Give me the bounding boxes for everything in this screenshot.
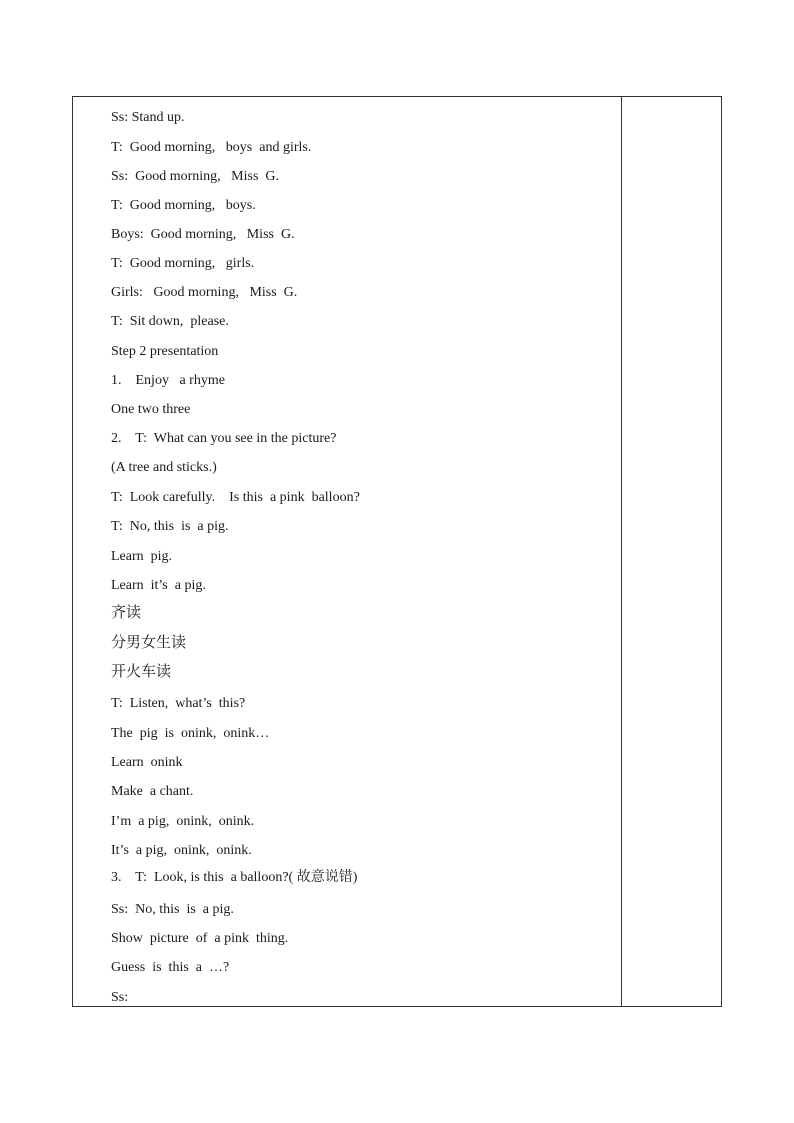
lesson-plan-table	[72, 96, 722, 1007]
text-line: Guess is this a …?	[111, 960, 230, 975]
text-line: Learn onink	[111, 755, 183, 770]
text-line: Show picture of a pink thing.	[111, 931, 289, 946]
text-line: 3. T: Look, is this a balloon?( 故意说错)	[111, 870, 358, 885]
text-line: One two three	[111, 402, 191, 417]
text-line: The pig is onink, onink…	[111, 726, 270, 741]
text-line: Ss: No, this is a pig.	[111, 902, 234, 917]
text-line: 齐读	[111, 603, 142, 621]
text-line: 2. T: What can you see in the picture?	[111, 431, 337, 446]
text-line: Ss: Good morning, Miss G.	[111, 169, 280, 184]
text-line: Learn it’s a pig.	[111, 578, 206, 593]
text-line: 1. Enjoy a rhyme	[111, 373, 225, 388]
text-line: I’m a pig, onink, onink.	[111, 814, 255, 829]
text-line: (A tree and sticks.)	[111, 460, 217, 475]
text-line: Step 2 presentation	[111, 344, 219, 359]
column-divider	[621, 97, 622, 1006]
text-line: Learn pig.	[111, 549, 173, 564]
text-line: T: No, this is a pig.	[111, 519, 229, 534]
text-line: It’s a pig, onink, onink.	[111, 843, 252, 858]
text-line: Ss: Stand up.	[111, 110, 185, 125]
text-line: T: Good morning, boys.	[111, 198, 256, 213]
text-line: 开火车读	[111, 662, 172, 680]
text-line: Make a chant.	[111, 784, 194, 799]
text-line: Boys: Good morning, Miss G.	[111, 227, 295, 242]
text-line: 分男女生读	[111, 633, 187, 651]
text-line: T: Listen, what’s this?	[111, 696, 246, 711]
text-line: T: Good morning, girls.	[111, 256, 255, 271]
text-line: T: Sit down, please.	[111, 314, 229, 329]
text-line: T: Look carefully. Is this a pink balloon?	[111, 490, 360, 505]
text-line: T: Good morning, boys and girls.	[111, 140, 312, 155]
text-line: Girls: Good morning, Miss G.	[111, 285, 298, 300]
text-line: Ss:	[111, 990, 129, 1005]
